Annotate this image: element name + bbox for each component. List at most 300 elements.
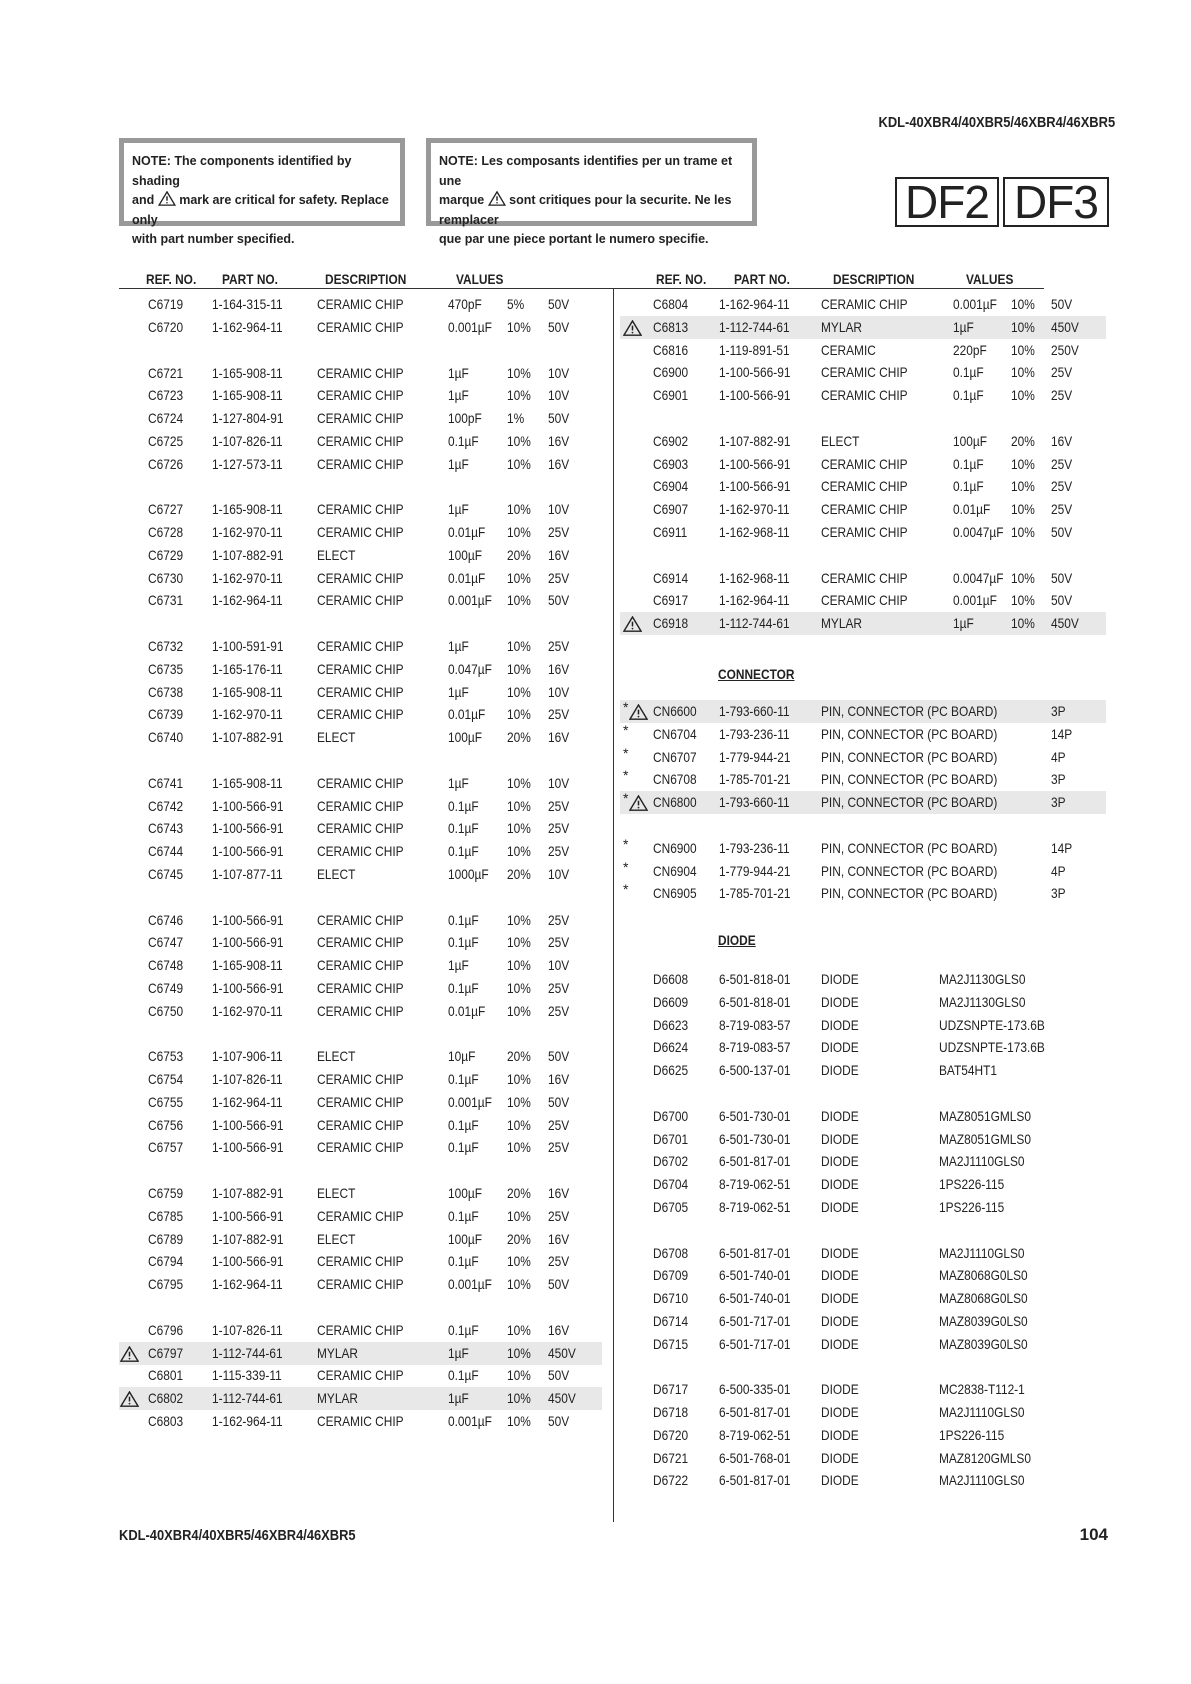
tolerance: 20% — [507, 1048, 531, 1065]
value: 0.001µF — [953, 592, 997, 609]
ref-number: C6740 — [148, 729, 184, 745]
value: 0.01µF — [448, 569, 486, 586]
column-divider — [613, 288, 614, 1522]
voltage: 450V — [1051, 615, 1079, 631]
ref-number: C6748 — [148, 957, 184, 973]
value: 0.1µF — [448, 820, 479, 837]
tolerance: 10% — [1011, 387, 1035, 403]
part-type: MC2838-T112-1 — [939, 1381, 1025, 1398]
description: MYLAR — [821, 615, 862, 631]
tolerance: 10% — [507, 1253, 531, 1270]
asterisk-mark: * — [623, 858, 629, 875]
tolerance: 10% — [507, 364, 531, 381]
description: DIODE — [821, 1130, 859, 1147]
description: CERAMIC CHIP — [317, 569, 404, 586]
table-row — [119, 726, 602, 749]
ref-number: C6918 — [653, 615, 689, 631]
warning-triangle-icon — [120, 1346, 139, 1362]
part-number: 6-501-817-01 — [719, 1244, 791, 1261]
voltage: 50V — [548, 1412, 570, 1429]
part-number: 6-501-817-01 — [719, 1153, 791, 1170]
table-row — [119, 931, 602, 954]
tolerance: 10% — [507, 660, 531, 677]
voltage: 25V — [548, 638, 570, 654]
asterisk-mark: * — [623, 767, 629, 784]
ref-number: C6726 — [148, 455, 184, 472]
table-row — [119, 1250, 602, 1273]
section-title-diode: DIODE — [718, 932, 756, 948]
part-number: 8-719-062-51 — [719, 1198, 791, 1215]
value: 1µF — [448, 455, 469, 472]
ref-number: C6917 — [653, 592, 689, 609]
section-title-connector: CONNECTOR — [718, 666, 795, 682]
table-row — [119, 1319, 602, 1342]
ref-number: C6907 — [653, 501, 689, 517]
ref-number: CN6904 — [653, 862, 697, 879]
part-number: 8-719-062-51 — [719, 1426, 791, 1443]
voltage: 50V — [548, 592, 570, 609]
description: CERAMIC CHIP — [317, 1116, 404, 1133]
safety-note-french — [426, 138, 757, 246]
note-line: sont critiques pour la securite. Ne les remplacer — [439, 193, 732, 227]
table-row — [119, 681, 602, 704]
part-number: 1-100-566-91 — [719, 387, 791, 403]
part-number: 1-107-882-91 — [212, 729, 284, 745]
ref-number: D6709 — [653, 1267, 689, 1284]
description: ELECT — [317, 1048, 356, 1065]
description: DIODE — [821, 1290, 859, 1306]
part-number: 1-127-804-91 — [212, 410, 284, 426]
value: 0.1µF — [448, 1116, 479, 1133]
note-word: marque — [439, 193, 485, 207]
part-number: 1-100-566-91 — [212, 820, 284, 837]
part-number: 1-793-660-11 — [719, 703, 790, 719]
description: CERAMIC CHIP — [317, 364, 404, 381]
safety-note-english — [119, 138, 405, 246]
part-number: 1-162-970-11 — [212, 706, 283, 723]
part-number: 1-107-826-11 — [212, 1321, 283, 1338]
part-number: 1-100-566-91 — [212, 911, 284, 928]
description: DIODE — [821, 971, 859, 987]
description: PIN, CONNECTOR (PC BOARD) — [821, 885, 998, 902]
ref-number: C6743 — [148, 820, 184, 837]
part-type: MA2J1110GLS0 — [939, 1153, 1025, 1170]
table-row — [620, 384, 1106, 407]
tolerance: 10% — [507, 638, 531, 654]
voltage: 25V — [548, 1002, 570, 1019]
description: CERAMIC CHIP — [317, 843, 404, 859]
part-number: 6-501-817-01 — [719, 1472, 791, 1489]
ref-number: D6718 — [653, 1404, 689, 1420]
ref-number: D6608 — [653, 971, 689, 987]
description: CERAMIC CHIP — [317, 432, 404, 449]
voltage: 50V — [548, 410, 570, 426]
part-type: MAZ8068G0LS0 — [939, 1267, 1028, 1284]
tolerance: 10% — [1011, 318, 1035, 335]
note-line: que par une piece portant le numero specifie. — [439, 232, 709, 246]
description: CERAMIC CHIP — [317, 318, 404, 335]
description: DIODE — [821, 1198, 859, 1215]
ref-number: C6756 — [148, 1116, 184, 1133]
voltage: 450V — [548, 1344, 576, 1361]
part-number: 1-162-970-11 — [212, 1002, 283, 1019]
voltage: 250V — [1051, 341, 1079, 358]
ref-number: C6738 — [148, 683, 184, 700]
column-header-part: PART NO. — [734, 271, 790, 287]
voltage: 16V — [548, 455, 570, 472]
ref-number: CN6800 — [653, 794, 697, 810]
description: DIODE — [821, 1062, 859, 1078]
ref-number: CN6707 — [653, 748, 697, 765]
part-number: 1-162-964-11 — [212, 1412, 283, 1429]
part-number: 1-100-566-91 — [212, 979, 284, 996]
value: 1µF — [448, 364, 469, 381]
table-row — [620, 589, 1106, 612]
tolerance: 10% — [507, 1002, 531, 1019]
table-row — [620, 1150, 1106, 1173]
tolerance: 10% — [507, 1321, 531, 1338]
tolerance: 10% — [1011, 455, 1035, 472]
ref-number: C6741 — [148, 774, 184, 791]
table-row — [620, 860, 1106, 883]
table-row — [119, 1045, 602, 1068]
voltage: 16V — [548, 432, 570, 449]
asterisk-mark: * — [623, 790, 629, 806]
part-number: 1-100-566-91 — [212, 934, 284, 951]
part-number: 1-162-964-11 — [212, 1276, 283, 1292]
value: 0.01µF — [448, 1002, 486, 1019]
part-number: 1-100-566-91 — [719, 364, 791, 381]
ref-number: C6797 — [148, 1344, 184, 1361]
part-number: 6-501-730-01 — [719, 1130, 791, 1147]
ref-number: CN6708 — [653, 771, 697, 788]
tolerance: 20% — [507, 546, 531, 563]
table-row — [620, 700, 1106, 723]
value: 470pF — [448, 296, 482, 312]
value: 1µF — [448, 683, 469, 700]
table-row — [620, 498, 1106, 521]
description: CERAMIC CHIP — [821, 364, 908, 381]
part-type: MA2J1110GLS0 — [939, 1404, 1025, 1420]
table-row — [119, 498, 602, 521]
part-number: 1-100-566-91 — [719, 478, 791, 495]
ref-number: C6753 — [148, 1048, 184, 1065]
description: CERAMIC CHIP — [317, 820, 404, 837]
part-number: 1-162-964-11 — [212, 1093, 283, 1110]
tolerance: 10% — [1011, 523, 1035, 540]
ref-number: D6720 — [653, 1426, 689, 1443]
voltage: 25V — [548, 979, 570, 996]
tolerance: 10% — [507, 797, 531, 814]
table-row — [620, 339, 1106, 362]
tolerance: 20% — [507, 1230, 531, 1247]
description: ELECT — [317, 1230, 356, 1247]
value: 0.01µF — [448, 706, 486, 723]
table-row — [119, 362, 602, 385]
voltage: 25V — [1051, 455, 1073, 472]
ref-number: C6904 — [653, 478, 689, 495]
pin-count: 4P — [1051, 862, 1066, 879]
table-row — [620, 1014, 1106, 1037]
tolerance: 10% — [507, 1207, 531, 1224]
table-row — [620, 991, 1106, 1014]
part-number: 1-162-970-11 — [212, 569, 283, 586]
table-row — [620, 791, 1106, 814]
pin-count: 14P — [1051, 839, 1073, 856]
value: 0.001µF — [448, 1093, 492, 1110]
tolerance: 10% — [1011, 364, 1035, 381]
table-row — [119, 1114, 602, 1137]
voltage: 50V — [1051, 523, 1073, 540]
description: ELECT — [317, 546, 356, 563]
pin-count: 4P — [1051, 748, 1066, 765]
part-type: MAZ8068G0LS0 — [939, 1290, 1028, 1306]
voltage: 10V — [548, 957, 570, 973]
warning-triangle-icon — [623, 320, 642, 336]
ref-number: C6903 — [653, 455, 689, 472]
table-row — [119, 521, 602, 544]
asterisk-mark: * — [623, 881, 629, 898]
voltage: 50V — [548, 1048, 570, 1065]
description: DIODE — [821, 1335, 859, 1352]
part-type: MA2J1130GLS0 — [939, 971, 1026, 987]
voltage: 25V — [548, 1253, 570, 1270]
part-type: MA2J1110GLS0 — [939, 1244, 1025, 1261]
tolerance: 10% — [507, 1116, 531, 1133]
tolerance: 10% — [507, 592, 531, 609]
table-row — [119, 1387, 602, 1410]
ref-number: D6702 — [653, 1153, 689, 1170]
part-number: 1-100-566-91 — [719, 455, 791, 472]
part-number: 1-112-744-61 — [719, 318, 790, 335]
table-row — [119, 316, 602, 339]
part-number: 1-779-944-21 — [719, 862, 791, 879]
value: 0.1µF — [448, 979, 479, 996]
voltage: 16V — [548, 1185, 570, 1201]
ref-number: C6744 — [148, 843, 184, 859]
voltage: 25V — [548, 843, 570, 859]
table-row — [119, 453, 602, 476]
ref-number: D6609 — [653, 993, 689, 1010]
asterisk-mark: * — [623, 835, 629, 852]
ref-number: C6750 — [148, 1002, 184, 1019]
table-row — [119, 1136, 602, 1159]
tolerance: 10% — [1011, 296, 1035, 312]
description: CERAMIC CHIP — [317, 1207, 404, 1224]
part-type: 1PS226-115 — [939, 1426, 1005, 1443]
ref-number: C6759 — [148, 1185, 184, 1201]
part-number: 1-162-970-11 — [719, 501, 790, 517]
value: 0.047µF — [448, 660, 492, 677]
tolerance: 10% — [507, 1276, 531, 1292]
voltage: 25V — [548, 706, 570, 723]
asterisk-mark: * — [623, 744, 629, 761]
table-row — [119, 703, 602, 726]
note-word: and — [132, 193, 155, 207]
value: 0.0047µF — [953, 569, 1004, 586]
ref-number: C6914 — [653, 569, 689, 586]
part-number: 1-165-908-11 — [212, 683, 283, 700]
part-number: 1-779-944-21 — [719, 748, 791, 765]
value: 0.1µF — [448, 1071, 479, 1087]
tolerance: 20% — [507, 1185, 531, 1201]
value: 0.1µF — [448, 911, 479, 928]
ref-number: D6625 — [653, 1062, 689, 1078]
ref-number: D6701 — [653, 1130, 689, 1147]
table-row — [119, 1273, 602, 1296]
part-number: 6-501-740-01 — [719, 1290, 791, 1306]
table-row — [119, 1000, 602, 1023]
table-row — [620, 293, 1106, 316]
table-row — [620, 837, 1106, 860]
ref-number: C6729 — [148, 546, 184, 563]
description: CERAMIC CHIP — [317, 387, 404, 404]
table-row — [620, 316, 1106, 339]
value: 100µF — [448, 546, 482, 563]
ref-number: C6735 — [148, 660, 184, 677]
voltage: 16V — [548, 660, 570, 677]
part-type: MAZ8051GMLS0 — [939, 1130, 1031, 1147]
part-number: 6-501-717-01 — [719, 1335, 791, 1352]
voltage: 25V — [548, 934, 570, 951]
page-code-box: DF2 — [895, 177, 999, 227]
tolerance: 10% — [1011, 569, 1035, 586]
part-number: 8-719-083-57 — [719, 1039, 791, 1056]
description: CERAMIC CHIP — [317, 706, 404, 723]
part-number: 1-100-566-91 — [212, 1253, 284, 1270]
table-row — [119, 658, 602, 681]
ref-number: C6816 — [653, 341, 689, 358]
ref-number: C6803 — [148, 1412, 184, 1429]
value: 1µF — [953, 615, 974, 631]
tolerance: 10% — [507, 1093, 531, 1110]
description: DIODE — [821, 1153, 859, 1170]
description: DIODE — [821, 1107, 859, 1124]
ref-number: C6730 — [148, 569, 184, 586]
tolerance: 10% — [507, 979, 531, 996]
tolerance: 10% — [1011, 615, 1035, 631]
value: 0.001µF — [448, 592, 492, 609]
ref-number: C6902 — [653, 432, 689, 449]
part-number: 1-162-964-11 — [719, 592, 790, 609]
description: PIN, CONNECTOR (PC BOARD) — [821, 703, 998, 719]
ref-number: C6911 — [653, 523, 688, 540]
description: CERAMIC CHIP — [821, 592, 908, 609]
warning-triangle-icon — [629, 704, 648, 720]
description: CERAMIC CHIP — [317, 934, 404, 951]
value: 0.1µF — [448, 1367, 479, 1384]
voltage: 25V — [548, 820, 570, 837]
ref-number: D6624 — [653, 1039, 689, 1056]
column-header-values: VALUES — [966, 271, 1014, 287]
tolerance: 10% — [507, 934, 531, 951]
asterisk-mark: * — [623, 699, 629, 715]
voltage: 25V — [1051, 501, 1073, 517]
part-number: 1-107-882-91 — [719, 432, 791, 449]
table-row — [119, 909, 602, 932]
description: PIN, CONNECTOR (PC BOARD) — [821, 862, 998, 879]
value: 0.1µF — [448, 1253, 479, 1270]
part-number: 1-165-908-11 — [212, 957, 283, 973]
part-number: 1-107-906-11 — [212, 1048, 283, 1065]
column-header-description: DESCRIPTION — [833, 271, 915, 287]
column-header-values: VALUES — [456, 271, 504, 287]
value: 1µF — [448, 387, 469, 404]
table-row — [119, 430, 602, 453]
pin-count: 3P — [1051, 703, 1066, 719]
tolerance: 10% — [1011, 341, 1035, 358]
description: ELECT — [317, 729, 356, 745]
tolerance: 20% — [507, 729, 531, 745]
tolerance: 10% — [507, 1367, 531, 1384]
pin-count: 3P — [1051, 794, 1066, 810]
description: DIODE — [821, 1176, 859, 1192]
description: MYLAR — [317, 1344, 358, 1361]
part-number: 8-719-083-57 — [719, 1016, 791, 1033]
description: CERAMIC CHIP — [317, 638, 404, 654]
part-number: 6-501-817-01 — [719, 1404, 791, 1420]
part-number: 1-112-744-61 — [212, 1390, 283, 1406]
pin-count: 14P — [1051, 725, 1073, 742]
description: CERAMIC CHIP — [317, 1093, 404, 1110]
tolerance: 10% — [507, 569, 531, 586]
table-row — [620, 1447, 1106, 1470]
voltage: 25V — [1051, 387, 1073, 403]
part-number: 1-165-908-11 — [212, 364, 283, 381]
table-row — [119, 293, 602, 316]
value: 0.01µF — [953, 501, 991, 517]
part-type: MA2J1130GLS0 — [939, 993, 1026, 1010]
ref-number: C6785 — [148, 1207, 184, 1224]
value: 0.01µF — [448, 524, 486, 540]
table-row — [620, 746, 1106, 769]
tolerance: 10% — [507, 1071, 531, 1087]
tolerance: 10% — [507, 911, 531, 928]
description: PIN, CONNECTOR (PC BOARD) — [821, 725, 998, 742]
part-number: 1-107-882-91 — [212, 1230, 284, 1247]
voltage: 16V — [548, 546, 570, 563]
table-row — [620, 1310, 1106, 1333]
ref-number: C6742 — [148, 797, 184, 814]
part-type: MAZ8039G0LS0 — [939, 1312, 1028, 1329]
part-number: 6-500-137-01 — [719, 1062, 791, 1078]
description: DIODE — [821, 1244, 859, 1261]
table-row — [119, 795, 602, 818]
tolerance: 10% — [507, 843, 531, 859]
tolerance: 10% — [507, 1344, 531, 1361]
part-type: MA2J1110GLS0 — [939, 1472, 1025, 1489]
part-number: 1-112-744-61 — [212, 1344, 283, 1361]
value: 1µF — [448, 774, 469, 791]
voltage: 10V — [548, 683, 570, 700]
description: ELECT — [821, 432, 860, 449]
part-type: 1PS226-115 — [939, 1198, 1005, 1215]
value: 1µF — [448, 957, 469, 973]
part-number: 1-165-908-11 — [212, 774, 283, 791]
tolerance: 10% — [507, 318, 531, 335]
part-number: 1-162-968-11 — [719, 569, 790, 586]
table-row — [119, 977, 602, 1000]
pin-count: 3P — [1051, 885, 1066, 902]
pin-count: 3P — [1051, 771, 1066, 788]
ref-number: C6789 — [148, 1230, 184, 1247]
tolerance: 10% — [507, 455, 531, 472]
ref-number: C6747 — [148, 934, 184, 951]
ref-number: D6721 — [653, 1449, 689, 1466]
value: 220pF — [953, 341, 987, 358]
description: CERAMIC CHIP — [317, 979, 404, 996]
description: MYLAR — [317, 1390, 358, 1406]
